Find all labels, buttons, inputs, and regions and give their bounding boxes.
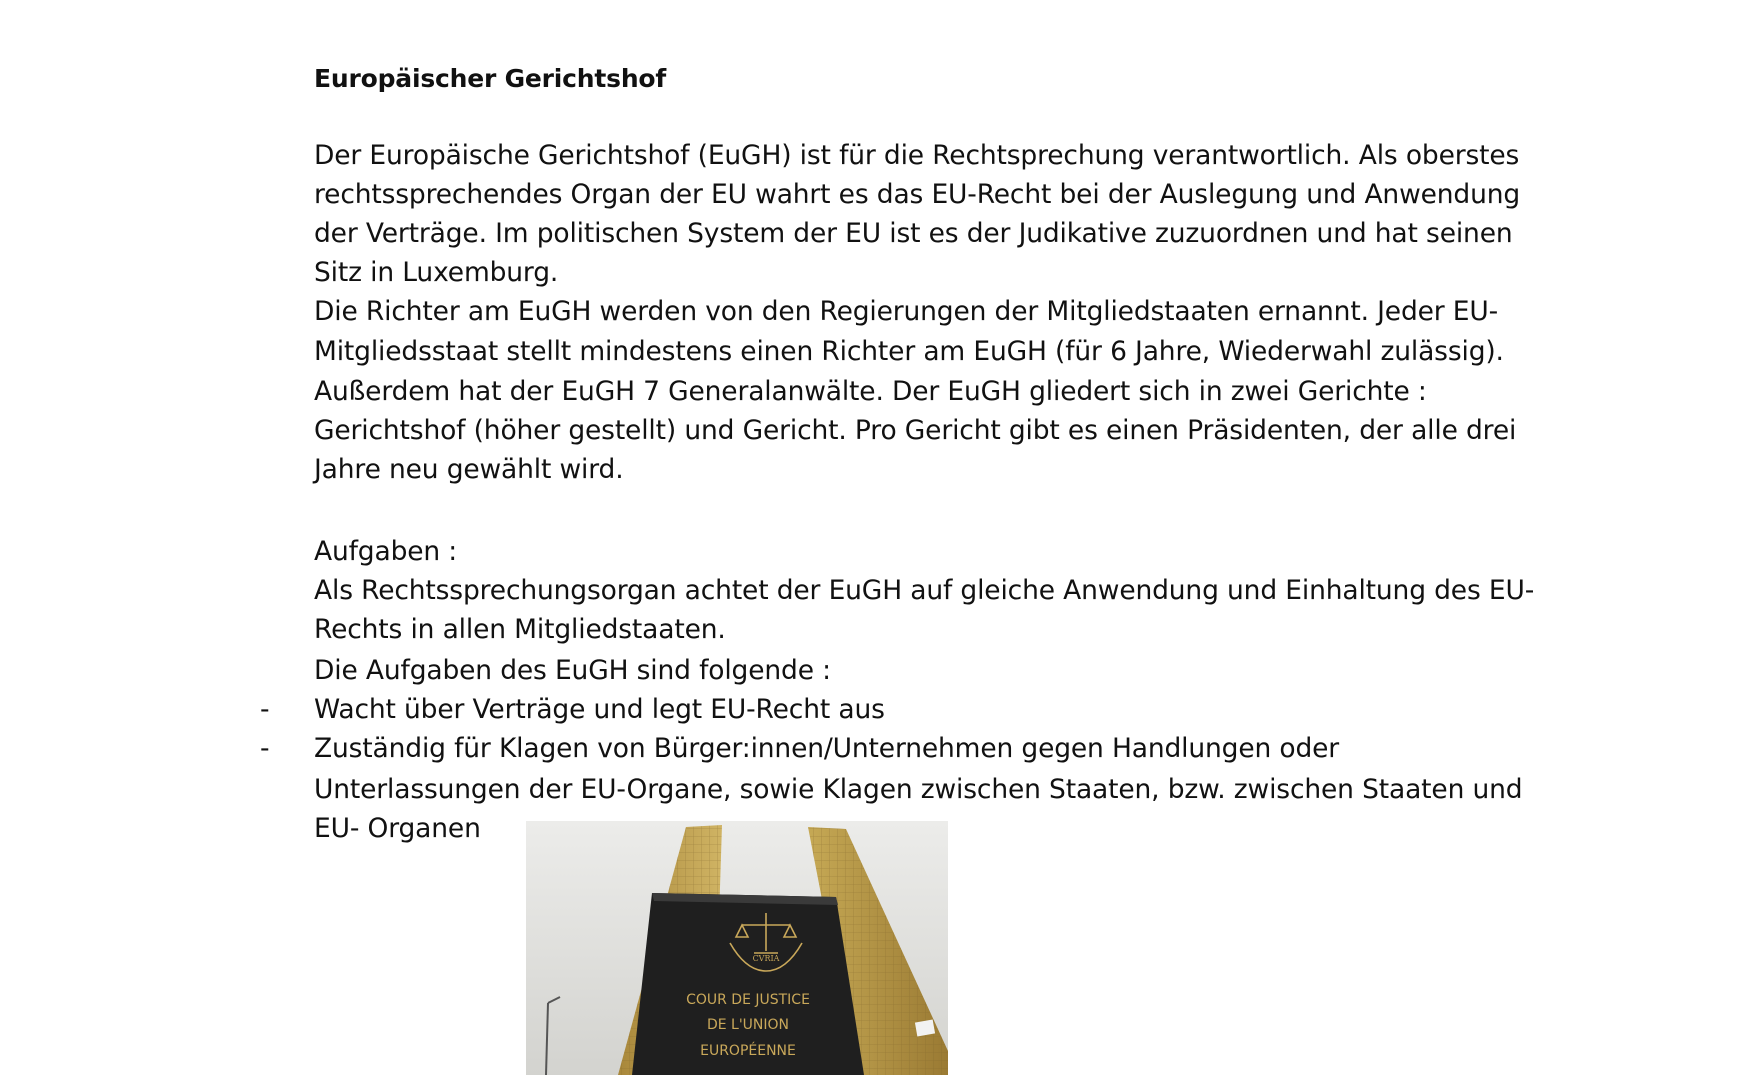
text-line: Mitgliedsstaat stellt mindestens einen Richter am EuGH (für 6 Jahre, Wiederwahl zulässig).	[314, 336, 1504, 367]
text-line: Die Richter am EuGH werden von den Regierungen der Mitgliedstaaten ernannt. Jeder EU-	[314, 296, 1499, 327]
sign-line: EUROPÉENNE	[700, 1043, 796, 1059]
text-line: Rechts in allen Mitgliedstaaten.	[314, 614, 726, 645]
list-item-continuation: EU- Organen	[314, 813, 481, 844]
text-line: Gerichtshof (höher gestellt) und Gericht. Pro Gericht gibt es einen Präsidenten, der alle drei	[314, 415, 1517, 446]
text-line: Jahre neu gewählt wird.	[314, 454, 624, 485]
list-item: Zuständig für Klagen von Bürger:innen/Unternehmen gegen Handlungen oder	[314, 733, 1340, 764]
text-line: der Verträge. Im politischen System der EU ist es der Judikative zuzuordnen und hat seinen	[314, 218, 1513, 249]
text-line: Die Aufgaben des EuGH sind folgende :	[314, 655, 831, 686]
text-line: rechtssprechendes Organ der EU wahrt es das EU-Recht bei der Auslegung und Anwendung	[314, 179, 1521, 210]
bullet-marker: -	[260, 733, 270, 764]
court-of-justice-photo	[526, 821, 948, 1075]
tasks-heading: Aufgaben :	[314, 536, 458, 567]
bullet-marker: -	[260, 694, 270, 725]
sign-line: COUR DE JUSTICE	[686, 992, 810, 1008]
text-line: Sitz in Luxemburg.	[314, 257, 559, 288]
seal-text: CVRIA	[752, 954, 780, 963]
page-title: Europäischer Gerichtshof	[314, 64, 667, 93]
photo-illustration	[526, 821, 948, 1075]
text-line: Außerdem hat der EuGH 7 Generalanwälte. Der EuGH gliedert sich in zwei Gerichte :	[314, 376, 1427, 407]
text-line: Der Europäische Gerichtshof (EuGH) ist für die Rechtsprechung verantwortlich. Als oberstes	[314, 140, 1520, 171]
list-item-continuation: Unterlassungen der EU-Organe, sowie Klagen zwischen Staaten, bzw. zwischen Staaten und	[314, 774, 1523, 805]
list-item: Wacht über Verträge und legt EU-Recht aus	[314, 694, 885, 725]
sign-line: DE L'UNION	[706, 1017, 790, 1033]
text-line: Als Rechtssprechungsorgan achtet der EuGH auf gleiche Anwendung und Einhaltung des EU-	[314, 575, 1535, 606]
